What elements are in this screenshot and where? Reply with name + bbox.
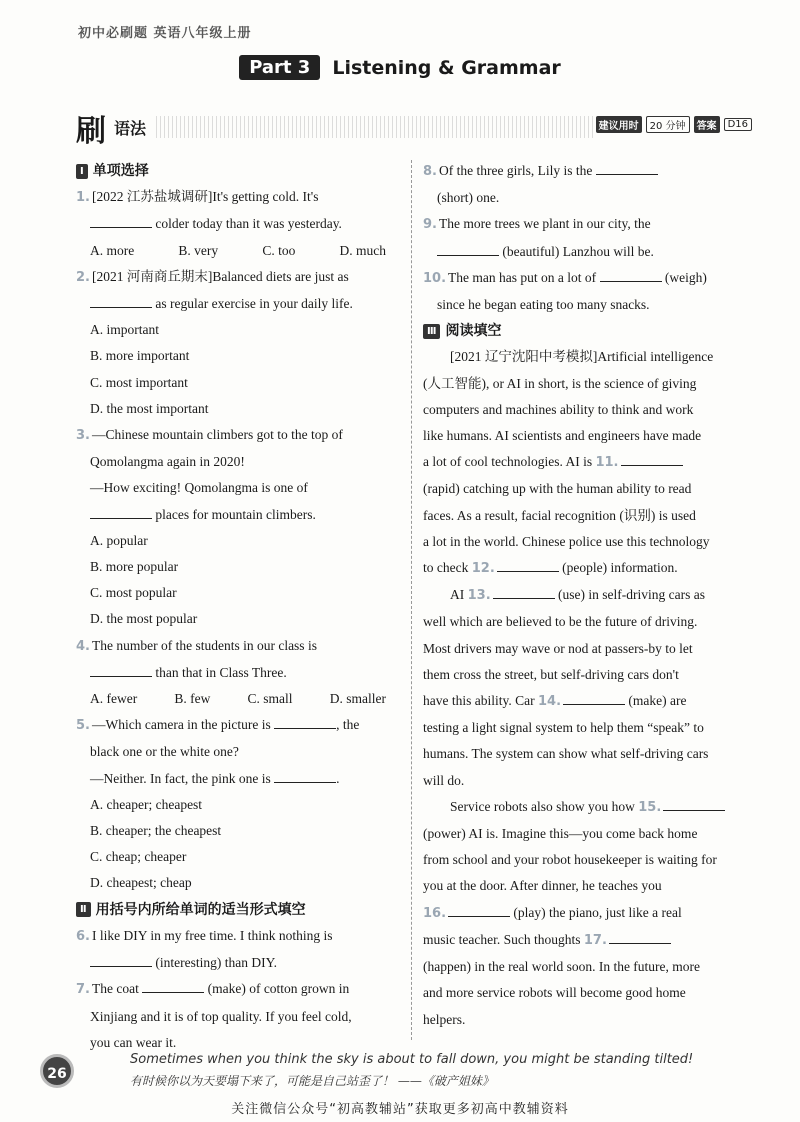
- passage-line: music teacher. Such thoughts: [423, 931, 581, 947]
- question-text: Qomolangma again in 2020!: [90, 454, 245, 470]
- answer-blank-11[interactable]: [621, 452, 683, 466]
- question-text: Xinjiang and it is of top quality. If you feel cold,: [90, 1008, 352, 1024]
- question-9: [423, 211, 751, 264]
- question-text: places for mountain climbers.: [155, 506, 316, 522]
- question-text: colder today than it was yesterday.: [155, 216, 342, 232]
- option-d[interactable]: D. much: [339, 242, 386, 258]
- page-number: 26: [40, 1054, 74, 1088]
- passage-line: (people) information.: [562, 560, 678, 576]
- passage-line: you at the door. After dinner, he teaches you: [423, 878, 662, 894]
- section-heading-1: [76, 158, 400, 184]
- passage-line: (happen) in the real world soon. In the future, more: [423, 959, 701, 975]
- passage-line: (make) are: [628, 693, 687, 709]
- options: [76, 686, 400, 712]
- option-c[interactable]: C. small: [247, 691, 293, 707]
- option-b[interactable]: B. cheaper; the cheapest: [90, 823, 222, 839]
- left-column: [76, 158, 400, 1056]
- answer-blank[interactable]: [90, 663, 152, 677]
- option-c[interactable]: C. most important: [90, 374, 188, 390]
- question-text: .: [336, 770, 340, 786]
- passage-line: humans. The system can show what self-driving cars: [423, 746, 709, 762]
- time-value: 20 分钟: [646, 116, 690, 133]
- question-10: [423, 265, 751, 318]
- question-number: 8.: [423, 164, 437, 179]
- question-text: you can wear it.: [90, 1034, 177, 1050]
- passage-line: AI: [450, 587, 465, 603]
- question-5: [76, 712, 400, 896]
- question-number: 7.: [76, 982, 90, 998]
- passage-line: helpers.: [423, 1011, 466, 1027]
- answer-blank[interactable]: [596, 161, 658, 175]
- question-6: [76, 923, 400, 976]
- passage-line: (play) the piano, just like a real: [513, 904, 682, 920]
- answer-blank-12[interactable]: [497, 558, 559, 572]
- answer-blank[interactable]: [274, 715, 336, 729]
- answer-blank[interactable]: [437, 242, 499, 256]
- heading-text: 用括号内所给单词的适当形式填空: [95, 901, 306, 918]
- question-number: 10.: [423, 270, 447, 286]
- passage-line: will do.: [423, 772, 465, 788]
- roman-numeral: Ⅱ: [76, 902, 91, 917]
- question-number: 3.: [76, 428, 90, 444]
- question-number: 6.: [76, 928, 90, 944]
- passage-line: a lot in the world. Chinese police use this technology: [423, 533, 710, 549]
- option-d[interactable]: D. the most popular: [90, 611, 198, 627]
- question-text: than that in Class Three.: [155, 664, 287, 680]
- question-8: [423, 158, 751, 211]
- question-text: black one or the white one?: [90, 744, 239, 760]
- blank-number: 13.: [467, 588, 491, 604]
- passage-line: from school and your robot housekeeper is waiting for: [423, 852, 717, 868]
- question-text: The number of the students in our class is: [91, 637, 317, 653]
- roman-numeral: Ⅲ: [423, 324, 440, 339]
- passage-line: have this ability. Car: [423, 693, 535, 709]
- question-4: [76, 633, 400, 713]
- answer-blank-16[interactable]: [448, 903, 510, 917]
- part-badge: Part 3: [239, 55, 320, 80]
- brand-mark: 刷: [76, 114, 106, 149]
- question-text: (interesting) than DIY.: [155, 955, 277, 971]
- question-text: —Neither. In fact, the pink one is: [90, 770, 271, 786]
- answer-blank[interactable]: [90, 953, 152, 967]
- question-text: Of the three girls, Lily is the: [438, 163, 593, 178]
- question-number: 2.: [76, 269, 90, 285]
- blank-number: 14.: [537, 694, 562, 710]
- time-tag: 建议用时: [596, 116, 642, 133]
- page-title: [0, 55, 800, 80]
- option-b[interactable]: B. more important: [90, 348, 190, 364]
- option-c[interactable]: C. cheap; cheaper: [90, 849, 187, 865]
- answer-blank[interactable]: [90, 294, 152, 308]
- column-divider: [411, 160, 412, 1040]
- passage-line: [2021 辽宁沈阳中考模拟]Artificial intelligence: [450, 349, 714, 365]
- option-a[interactable]: A. cheaper; cheapest: [90, 796, 203, 812]
- passage-line: (use) in self-driving cars as: [558, 587, 705, 603]
- decorative-hatch: [156, 116, 596, 138]
- question-text: [2021 河南商丘期末]Balanced diets are just as: [91, 268, 349, 284]
- part-title: Listening & Grammar: [332, 56, 561, 79]
- answer-blank-14[interactable]: [563, 691, 625, 705]
- question-text: (make) of cotton grown in: [207, 981, 350, 997]
- passage-line: (rapid) catching up with the human ability to read: [423, 481, 692, 497]
- passage-line: Service robots also show you how: [450, 798, 635, 814]
- question-2: [76, 264, 400, 422]
- question-text: (beautiful) Lanzhou will be.: [502, 243, 654, 259]
- passage-line: like humans. AI scientists and engineers have made: [423, 428, 702, 444]
- option-b[interactable]: B. very: [178, 242, 219, 258]
- option-a[interactable]: A. popular: [90, 532, 148, 548]
- question-text: (weigh): [664, 269, 707, 285]
- answer-blank-17[interactable]: [609, 930, 671, 944]
- passage-line: (人工智能), or AI in short, is the science of giving: [423, 375, 697, 391]
- section-heading-3: [423, 318, 751, 344]
- blank-number: 15.: [638, 799, 662, 815]
- passage-line: Most drivers may wave or nod at passers-by to let: [423, 640, 693, 656]
- question-number: 4.: [76, 638, 90, 654]
- answer-blank[interactable]: [142, 979, 204, 993]
- answer-blank[interactable]: [90, 505, 152, 519]
- option-d[interactable]: D. smaller: [329, 691, 386, 707]
- option-b[interactable]: B. few: [174, 691, 211, 707]
- section-bar: [76, 106, 752, 149]
- question-text: as regular exercise in your daily life.: [155, 296, 353, 312]
- option-c[interactable]: C. most popular: [90, 585, 177, 601]
- question-number: 1.: [76, 190, 90, 206]
- roman-numeral: Ⅰ: [76, 164, 88, 179]
- options: [76, 238, 400, 264]
- answer-blank[interactable]: [600, 268, 662, 282]
- passage-line: and more service robots will become good home: [423, 985, 686, 1001]
- right-column: [423, 158, 751, 1033]
- footer-promo: 关注微信公众号“初高教辅站”获取更多初高中教辅资料: [231, 1102, 569, 1117]
- answer-blank-13[interactable]: [493, 585, 555, 599]
- reading-passage: [423, 344, 751, 1032]
- passage-line: faces. As a result, facial recognition (识别) is used: [423, 507, 696, 523]
- question-text: The more trees we plant in our city, the: [438, 216, 651, 232]
- answer-page: D16: [724, 118, 752, 131]
- question-text: The man has put on a lot of: [448, 269, 597, 285]
- blank-number: 17.: [583, 932, 607, 948]
- passage-line: computers and machines ability to think and work: [423, 401, 694, 417]
- question-text: I like DIY in my free time. I think nothing is: [91, 927, 333, 943]
- option-d[interactable]: D. cheapest; cheap: [90, 875, 192, 891]
- section-heading-2: [76, 897, 400, 923]
- passage-line: to check: [423, 560, 469, 576]
- question-number: 9.: [423, 217, 437, 233]
- answer-tag: 答案: [694, 116, 720, 133]
- question-text: , the: [336, 717, 360, 733]
- answer-blank[interactable]: [274, 769, 336, 783]
- footer-quote-chinese: 有时候你以为天要塌下来了，可能是自己站歪了！ ——《破产姐妹》: [130, 1074, 494, 1088]
- passage-line: well which are believed to be the future of driving.: [423, 614, 698, 630]
- question-text: since he began eating too many snacks.: [437, 297, 650, 313]
- question-text: [2022 江苏盐城调研]It's getting cold. It's: [91, 189, 319, 205]
- heading-text: 单项选择: [92, 163, 149, 179]
- passage-line: testing a light signal system to help them “speak” to: [423, 720, 704, 736]
- passage-line: a lot of cool technologies. AI is: [423, 454, 593, 470]
- section-meta: [596, 116, 752, 133]
- blank-number: 11.: [595, 455, 619, 471]
- question-number: 5.: [76, 718, 90, 734]
- blank-number: 16.: [423, 905, 447, 921]
- running-head: 初中必刷题 英语八年级上册: [78, 26, 252, 41]
- answer-blank[interactable]: [90, 214, 152, 228]
- question-text: The coat: [91, 981, 139, 997]
- option-d[interactable]: D. the most important: [90, 400, 209, 416]
- passage-line: (power) AI is. Imagine this—you come back home: [423, 826, 698, 842]
- question-text: —Chinese mountain climbers got to the top of: [91, 427, 343, 443]
- option-c[interactable]: C. too: [262, 242, 296, 258]
- question-3: [76, 422, 400, 633]
- option-a[interactable]: A. more: [90, 242, 135, 258]
- option-b[interactable]: B. more popular: [90, 559, 179, 575]
- question-text: (short) one.: [437, 190, 500, 206]
- blank-number: 12.: [471, 561, 495, 577]
- footer-quote-english: Sometimes when you think the sky is about to fall down, you might be standing tilted!: [130, 1052, 694, 1067]
- heading-text: 阅读填空: [445, 323, 502, 340]
- answer-blank-15[interactable]: [663, 797, 725, 811]
- option-a[interactable]: A. fewer: [90, 691, 138, 707]
- option-a[interactable]: A. important: [90, 322, 159, 338]
- page-footer: [20, 1040, 780, 1117]
- question-text: —Which camera in the picture is: [91, 717, 271, 733]
- section-name: 语法: [114, 119, 147, 138]
- passage-line: them cross the street, but self-driving cars don't: [423, 666, 679, 682]
- question-1: [76, 184, 400, 264]
- question-text: —How exciting! Qomolangma is one of: [90, 480, 308, 496]
